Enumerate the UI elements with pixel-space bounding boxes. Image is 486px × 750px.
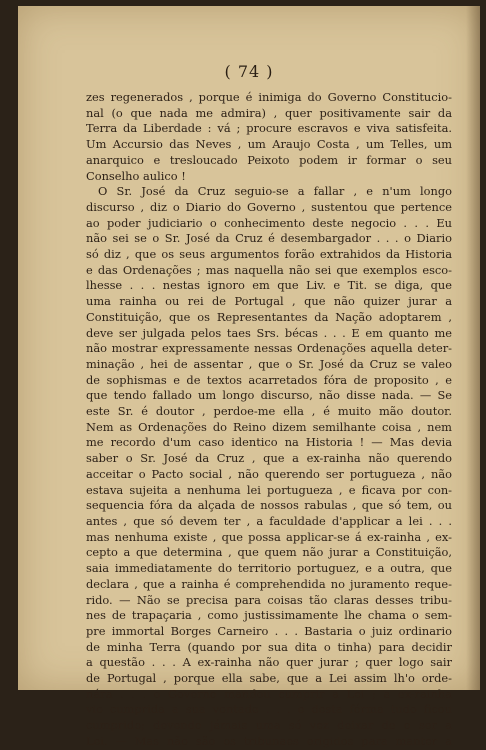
text-line: Um Accursio das Neves , um Araujo Costa , um Telles, um	[86, 137, 452, 152]
text-line: deve ser julgada pelos taes Srs. bécas . . . E em quanto me	[86, 325, 452, 340]
text-line: não sei se o Sr. José da Cruz é desembargador . . . o Diario	[86, 231, 452, 246]
text-line: minação , hei de assentar , que o Sr. José da Cruz se valeo	[86, 356, 452, 371]
text-line: acceitar o Pacto social , não querendo ser portugueza , não	[86, 466, 452, 481]
text-line: cepto a que determina , que quem não jurar a Constituição,	[86, 545, 452, 560]
text-line: zes regenerados , porque é inimiga do Governo Constitucio-	[86, 90, 452, 104]
text-line: Terra da Liberdade : vá ; procure escravos e viva satisfeita.	[86, 121, 452, 136]
text-line: de Portugal , porque ella sabe, que a Lei assim lh'o orde-	[86, 671, 452, 686]
text-line: de sophismas e de textos acarretados fóra de proposito , e	[86, 372, 452, 387]
text-line: Nem as Ordenações do Reino dizem semilhante coisa , nem	[86, 419, 452, 434]
text-line: e das Ordenações ; mas naquella não sei que exemplos esco-	[86, 262, 452, 277]
body-text	[86, 90, 452, 750]
text-line: Lei. — Mas não são os tribunaes erigidos para manter a	[86, 733, 452, 748]
text-line: que tendo fallado um longo discurso, não disse nada. — Se	[86, 388, 452, 403]
text-line: Constituição, que os Representantes da Nação adoptarem ,	[86, 309, 452, 324]
text-line: vio cumprida a sua vontade . . . e desta fórma tudo ficou	[86, 702, 452, 717]
text-line: lhesse . . . nestas ignoro em que Liv. e Tit. se diga, que	[86, 278, 452, 293]
page-number: ( 74 )	[224, 62, 274, 81]
text-line: cumprido; devendo jámais uma só vez deixar de o ser a	[86, 718, 452, 733]
text-line: este Sr. é doutor , perdoe-me ella , é muito mão doutor.	[86, 404, 452, 419]
text-line: nal (o que nada me admira) , quer positivamente sair da	[86, 105, 452, 120]
text-line: anarquico e tresloucado Peixoto podem ir formar o seu	[86, 152, 452, 167]
text-line: antes , que só devem ter , a faculdade d'applicar a lei . . .	[86, 513, 452, 528]
text-line: mas nenhuma existe , que possa applicar-se á ex-rainha , ex-	[86, 529, 452, 544]
text-line: me recordo d'um caso identico na Historia ! — Mas devia	[86, 435, 452, 450]
text-line: saber o Sr. José da Cruz , que a ex-rainha não querendo	[86, 451, 452, 466]
text-line: só diz , que os seus argumentos forão extrahidos da Historia	[86, 247, 452, 262]
text-line: não mostrar expressamente nessas Ordenações aquella deter-	[86, 341, 452, 356]
book-page	[18, 6, 480, 748]
text-line: a questão . . . A ex-rainha não quer jurar ; quer logo sair	[86, 655, 452, 670]
text-line: nes de trapaçaria , como justissimamente lhe chama o sem-	[86, 608, 452, 623]
text-line: ao poder judiciario o conhecimento deste negocio . . . Eu	[86, 215, 452, 230]
text-line: uma rainha ou rei de Portugal , que não quizer jurar a	[86, 294, 452, 309]
text-line: declara , que a rainha é comprehendida no juramento reque-	[86, 576, 452, 591]
text-line: pre immortal Borges Carneiro . . . Bastaria o juiz ordinario	[86, 623, 452, 638]
text-line: nára . . . o Governo mandou cumprir a Lei ; a ex-rainha	[86, 686, 452, 701]
text-line: discurso , diz o Diario do Governo , sustentou que pertence	[86, 199, 452, 214]
text-line: Conselho aulico !	[86, 168, 186, 183]
text-line: O Sr. José da Cruz seguio-se a fallar , e n'um longo	[98, 184, 452, 199]
text-line: rido. — Não se precisa para coisas tão claras desses tribu-	[86, 592, 452, 607]
text-line: estava sujeita a nenhuma lei portugueza , e ficava por con-	[86, 482, 452, 497]
text-line: sequencia fóra da alçada de nossos rabulas , que só tem, ou	[86, 498, 452, 513]
text-line: de minha Terra (quando por sua dita o tinha) para decidir	[86, 639, 452, 654]
text-line: saia immediatamente do territorio portuguez, e a outra, que	[86, 561, 452, 576]
